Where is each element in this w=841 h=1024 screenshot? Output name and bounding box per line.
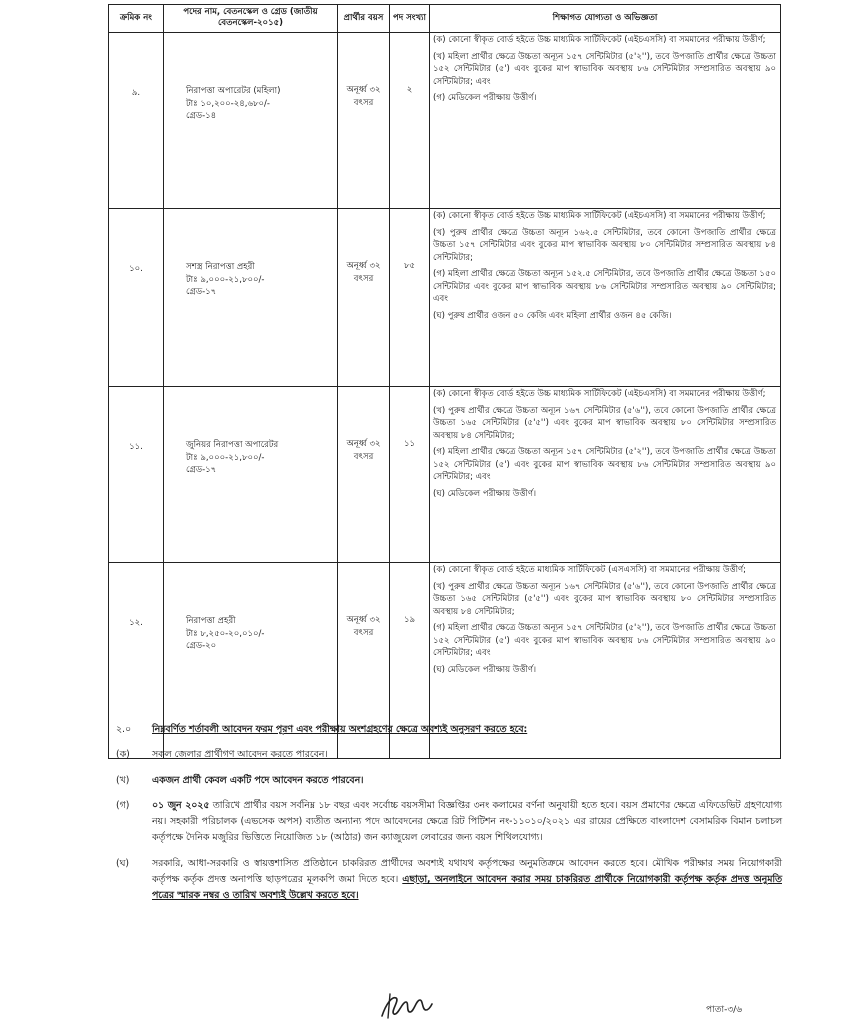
- post-cell: [164, 208, 338, 386]
- qualification-item: (খ) পুরুষ প্রার্থীর ক্ষেত্রে উচ্চতা অন্যূন ১৬২.৫ সেন্টিমিটার, তবে কোনো উপজাতি প্রার্থীর ক্ষেত্রে উচ্চতা ১৫৭ সেন্টিমিটার এবং বুকের মাপ স্বাভাবিক অবস্থায় ৮০ সেন্টিমিটার সম্প্রসারিত অবস্থায় ৮৪ সেন্টিমিটার;: [433, 227, 776, 263]
- count-cell: ৮৫: [390, 208, 430, 386]
- header-age: প্রার্থীর বয়স: [338, 5, 390, 33]
- qualification-item: (গ) মহিলা প্রার্থীর ক্ষেত্রে উচ্চতা অন্যূন ১৫৭ সেন্টিমিটার (৫'২''), তবে উপজাতি প্রার্থীর ক্ষেত্রে উচ্চতা ১৫২ সেন্টিমিটার (৫') এবং বুকের মাপ স্বাভাবিক অবস্থায় ৮৬ সেন্টিমিটার সম্প্রসারিত অবস্থায় ৯০ সেন্টিমিটার; এবং: [433, 623, 776, 659]
- condition-marker: (ঘ): [116, 857, 129, 869]
- condition-text-plain: সরকারি, আধা-সরকারি ও স্বায়ত্তশাসিত প্রতিষ্ঠানে চাকরিরত প্রার্থীদের অবশ্যই যথাযথ কর্তৃপক্ষের অনুমতিক্রমে আবেদন করতে হবে। মৌখিক পরীক্ষার সময় নিয়োগকারী কর্তৃপক্ষ কর্তৃক প্রদত্ত অনাপত্তি ছাড়পত্রের মূলকপি জমা দিতে হবে।: [152, 857, 782, 885]
- condition-text-rest: তারিখে প্রার্থীর বয়স সর্বনিম্ন ১৮ বছর এবং সর্বোচ্চ বয়সসীমা বিজ্ঞপ্তির ৩নং কলামের বর্ণনা অনুযায়ী হতে হবে। বয়স প্রমাণের ক্ষেত্রে এফিডেভিট গ্রহণযোগ্য নয়। সহকারী পরিচালক (এভসেক অপস) ব্যতীত অন্যান্য পদে আবেদনের ক্ষেত্রে রিট পিটিশন নং-১১০১০/২০২১ এর রায়ের প্রেক্ষিতে বাংলাদেশ বেসামরিক বিমান চলাচল কর্তৃপক্ষে দৈনিক মজুরির ভিত্তিতে নিয়োজিত ১৮ (আঠার) জন ক্যাজুয়েল লেবারের জন্য বয়স শিথিলযোগ্য।: [152, 799, 783, 844]
- condition-text-emphasis: এছাড়া, অনলাইনে আবেদন করার সময় চাকরিরত প্রার্থীকে নিয়োগকারী কর্তৃপক্ষ কর্তৃক প্রদত্ত অনুমতি পত্রের স্মারক নম্বর ও তারিখ অবশ্যই উল্লেখ করতে হবে।: [152, 873, 782, 902]
- age-cell: অনূর্ধ্ব ৩২ বৎসর: [338, 208, 390, 386]
- table-row: [109, 208, 781, 386]
- table-header-row: [109, 5, 781, 33]
- condition-marker: (ক): [116, 749, 130, 761]
- conditions-section: [116, 722, 782, 913]
- post-title: নিরাপত্তা অপারেটর (মহিলা): [186, 85, 281, 96]
- condition-text: [152, 856, 782, 905]
- post-scale: টাঃ ১০,২০০-২৪,৬৮০/-: [186, 98, 270, 109]
- qualification-item: (গ) মেডিকেল পরীক্ষায় উত্তীর্ণ।: [433, 93, 537, 104]
- post-grade: গ্রেড-১৪: [186, 111, 217, 122]
- qualification-cell: [430, 386, 781, 562]
- condition-marker: (গ): [116, 799, 130, 811]
- age-cell: অনূর্ধ্ব ৩২ বৎসর: [338, 32, 390, 208]
- qualification-item: (ক) কোনো স্বীকৃত বোর্ড হইতে মাধ্যমিক সার্টিফিকেট (এসএসসি) বা সমমানের পরীক্ষায় উত্তীর্ণ;: [433, 564, 747, 575]
- post-title: জুনিয়র নিরাপত্তা অপারেটর: [186, 439, 279, 450]
- post-grade: গ্রেড-১৭: [186, 465, 217, 476]
- condition-text: একজন প্রার্থী কেবল একটি পদে আবেদন করতে পারবেন।: [152, 774, 364, 786]
- table-row: [109, 32, 781, 208]
- qualification-item: (গ) মহিলা প্রার্থীর ক্ষেত্রে উচ্চতা অন্যূন ১৫২.৫ সেন্টিমিটার, তবে উপজাতি প্রার্থীর ক্ষেত্রে উচ্চতা ১৫০ সেন্টিমিটার এবং বুকের মাপ স্বাভাবিক অবস্থায় ৮৬ সেন্টিমিটার সম্প্রসারিত অবস্থায় ৯০ সেন্টিমিটার; এবং: [433, 269, 776, 305]
- qualification-cell: [430, 32, 781, 208]
- post-scale: টাঃ ৯,০০০-২১,৮০০/-: [186, 452, 265, 463]
- table-row: [109, 386, 781, 562]
- count-cell: ১১: [390, 386, 430, 562]
- qualification-item: (খ) মহিলা প্রার্থীর ক্ষেত্রে উচ্চতা অন্যূন ১৫৭ সেন্টিমিটার (৫'২''), তবে উপজাতি প্রার্থীর ক্ষেত্রে উচ্চতা ১৫২ সেন্টিমিটার (৫') এবং বুকের মাপ স্বাভাবিক অবস্থায় ৮৬ সেন্টিমিটার সম্প্রসারিত অবস্থায় ৯০ সেন্টিমিটার; এবং: [433, 51, 776, 87]
- qualification-item: (ক) কোনো স্বীকৃত বোর্ড হইতে উচ্চ মাধ্যমিক সার্টিফিকেট (এইচএসসি) বা সমমানের পরীক্ষায় উত্তীর্ণ;: [433, 388, 766, 399]
- signature-mark: [376, 990, 434, 1020]
- header-count: পদ সংখ্যা: [390, 5, 430, 33]
- post-cell: [164, 386, 338, 562]
- post-grade: গ্রেড-১৭: [186, 287, 217, 298]
- qualification-item: (ঘ) মেডিকেল পরীক্ষায় উত্তীর্ণ।: [433, 488, 537, 499]
- qualification-item: (ঘ) পুরুষ প্রার্থীর ওজন ৫০ কেজি এবং মহিলা প্রার্থীর ওজন ৪৫ কেজি।: [433, 310, 672, 321]
- header-qualification: শিক্ষাগত যোগ্যতা ও অভিজ্ঞতা: [430, 5, 781, 33]
- qualification-item: (খ) পুরুষ প্রার্থীর ক্ষেত্রে উচ্চতা অন্যূন ১৬৭ সেন্টিমিটার (৫'৬''), তবে কোনো উপজাতি প্রার্থীর ক্ষেত্রে উচ্চতা ১৬৫ সেন্টিমিটার (৫'৫'') এবং বুকের মাপ স্বাভাবিক অবস্থায় ৮০ সেন্টিমিটার সম্প্রসারিত অবস্থায় ৮৪ সেন্টিমিটার;: [433, 405, 776, 441]
- qualification-item: (গ) মহিলা প্রার্থীর ক্ষেত্রে উচ্চতা অন্যূন ১৫৭ সেন্টিমিটার (৫'২''), তবে উপজাতি প্রার্থীর ক্ষেত্রে উচ্চতা ১৫২ সেন্টিমিটার (৫') এবং বুকের মাপ স্বাভাবিক অবস্থায় ৮৬ সেন্টিমিটার সম্প্রসারিত অবস্থায় ৯০ সেন্টিমিটার; এবং: [433, 447, 776, 483]
- post-scale: টাঃ ৯,০০০-২১,৮০০/-: [186, 274, 265, 285]
- qualification-cell: [430, 208, 781, 386]
- serial-cell: ১২.: [109, 562, 164, 758]
- count-cell: ২: [390, 32, 430, 208]
- header-serial: ক্রমিক নং: [109, 5, 164, 33]
- condition-text: সকল জেলার প্রার্থীগণ আবেদন করতে পারবেন।: [152, 749, 328, 761]
- count-cell: ১৯: [390, 562, 430, 758]
- condition-item: [116, 747, 782, 763]
- serial-cell: ৯.: [109, 32, 164, 208]
- qualification-item: (খ) পুরুষ প্রার্থীর ক্ষেত্রে উচ্চতা অন্যূন ১৬৭ সেন্টিমিটার (৫'৬''), তবে কোনো উপজাতি প্রার্থীর ক্ষেত্রে উচ্চতা ১৬৫ সেন্টিমিটার (৫'৫'') এবং বুকের মাপ স্বাভাবিক অবস্থায় ৮০ সেন্টিমিটার সম্প্রসারিত অবস্থায় ৮৪ সেন্টিমিটার;: [433, 581, 776, 617]
- qualification-item: (ক) কোনো স্বীকৃত বোর্ড হইতে উচ্চ মাধ্যমিক সার্টিফিকেট (এইচএসসি) বা সমমানের পরীক্ষায় উত্তীর্ণ;: [433, 34, 766, 45]
- age-cell: অনূর্ধ্ব ৩২ বৎসর: [338, 386, 390, 562]
- post-cell: [164, 32, 338, 208]
- serial-cell: ১০.: [109, 208, 164, 386]
- condition-text: [152, 798, 782, 847]
- condition-item: [116, 773, 782, 789]
- job-table: [108, 4, 781, 759]
- post-grade: গ্রেড-২০: [186, 641, 217, 652]
- page-number: পাতা-৩/৬: [706, 1005, 743, 1015]
- post-title: নিরাপত্তা প্রহরী: [186, 615, 236, 626]
- post-scale: টাঃ ৮,২৫০-২০,০১০/-: [186, 628, 265, 639]
- serial-cell: ১১.: [109, 386, 164, 562]
- post-title: সশস্ত্র নিরাপত্তা প্রহরী: [186, 261, 255, 272]
- conditions-heading: [116, 722, 782, 738]
- section-number: ২.০: [116, 724, 132, 735]
- condition-item: [116, 798, 782, 847]
- header-post: পদের নাম, বেতনস্কেল ও গ্রেড (জাতীয় বেতনস্কেল-২০১৫): [164, 5, 338, 33]
- condition-date: ০১ জুন ২০২৫: [152, 799, 210, 811]
- qualification-item: (ঘ) মেডিকেল পরীক্ষায় উত্তীর্ণ।: [433, 664, 537, 675]
- condition-item: [116, 856, 782, 905]
- age-cell: অনূর্ধ্ব ৩২ বৎসর: [338, 562, 390, 758]
- condition-marker: (খ): [116, 774, 130, 786]
- section-heading: নিম্নবর্ণিত শর্তাবলী আবেদন ফরম পূরণ এবং পরীক্ষায় অংশগ্রহণের ক্ষেত্রে অবশ্যই অনুসরণ করতে হবে:: [152, 724, 528, 735]
- qualification-item: (ক) কোনো স্বীকৃত বোর্ড হইতে উচ্চ মাধ্যমিক সার্টিফিকেট (এইচএসসি) বা সমমানের পরীক্ষায় উত্তীর্ণ;: [433, 210, 766, 221]
